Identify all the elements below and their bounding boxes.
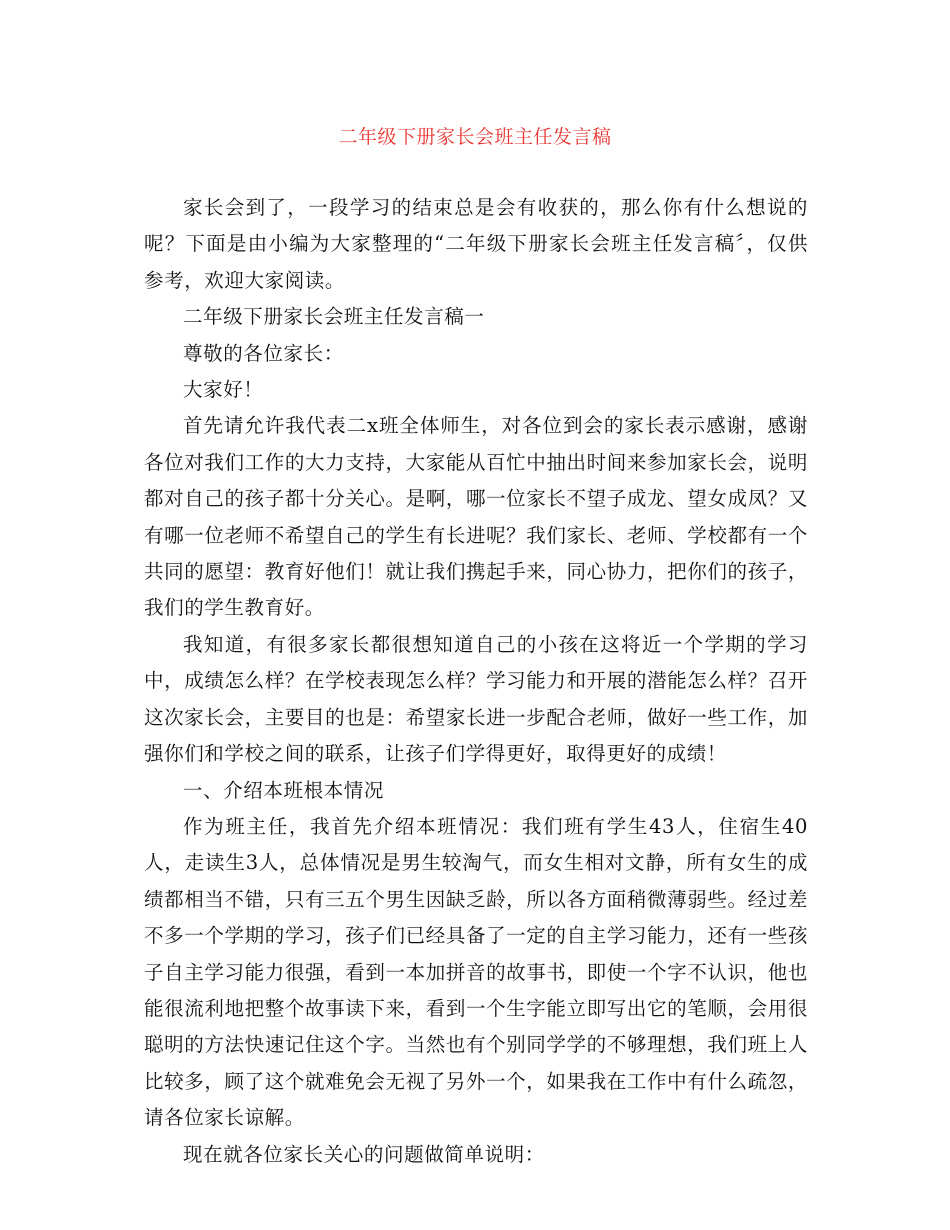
intro-paragraph: 家长会到了，一段学习的结束总是会有收获的，那么你有什么想说的呢？下面是由小编为大家整理的“二年级下册家长会班主任发言稿〞，仅供参考，欢迎大家阅读。 (144, 196, 808, 292)
salutation: 尊敬的各位家长： (183, 341, 344, 365)
body-paragraph: 现在就各位家长关心的问题做简单说明： (183, 1142, 545, 1166)
body-paragraph: 首先请允许我代表二x班全体师生，对各位到会的家长表示感谢，感谢各位对我们工作的大力支持，大家能从百忙中抽出时间来参加家长会，说明都对自己的孩子都十分关心。是啊，哪一位家长不望子成龙、望女成凤？又有哪一位老师不希望自己的学生有长进呢？我们家长、老师、学校都有一个共同的愿望：教育好他们！就让我们携起手来，同心协力，把你们的孩子，我们的学生教育好。 (144, 414, 808, 620)
greeting: 大家好！ (183, 378, 264, 402)
subsection-heading: 一、介绍本班根本情况 (183, 778, 385, 802)
document-body (144, 190, 808, 1173)
body-paragraph: 我知道，有很多家长都很想知道自己的小孩在这将近一个学期的学习中，成绩怎么样？在学校表现怎么样？学习能力和开展的潜能怎么样？召开这次家长会，主要目的也是：希望家长进一步配合老师，做好一些工作，加强你们和学校之间的联系，让孩子们学得更好，取得更好的成绩！ (144, 632, 808, 766)
section-heading: 二年级下册家长会班主任发言稿一 (183, 305, 485, 329)
body-paragraph: 作为班主任，我首先介绍本班情况：我们班有学生43人，住宿生40人，走读生3人，总体情况是男生较淘气，而女生相对文静，所有女生的成绩都相当不错，只有三五个男生因缺乏龄，所以各方面稍微薄弱些。经过差不多一个学期的学习，孩子们已经具备了一定的自主学习能力，还有一些孩子自主学习能力很强，看到一本加拼音的故事书，即使一个字不认识，他也能很流利地把整个故事读下来，看到一个生字能立即写出它的笔顺，会用很聪明的方法快速记住这个字。当然也有个别同学学的不够理想，我们班上人比较多，顾了这个就难免会无视了另外一个，如果我在工作中有什么疏忽，请各位家长谅解。 (144, 814, 808, 1130)
document-title: 二年级下册家长会班主任发言稿 (338, 126, 612, 148)
